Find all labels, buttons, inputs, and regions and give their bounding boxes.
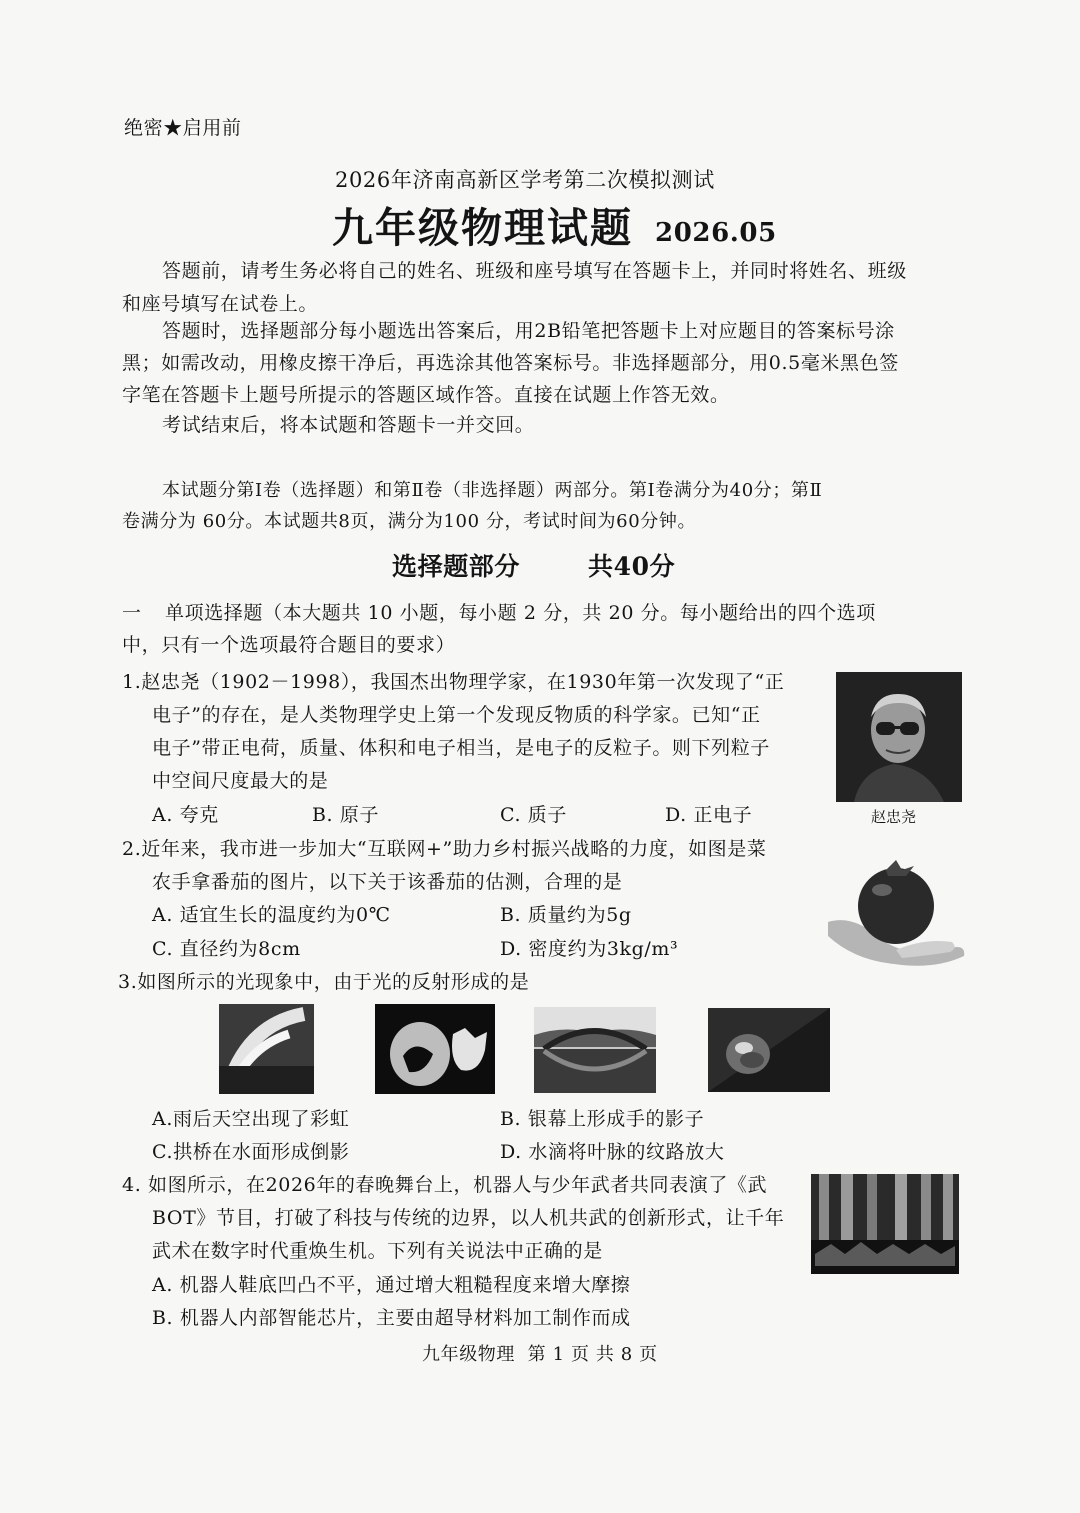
question-3-option-a: A.雨后天空出现了彩虹 xyxy=(152,1108,350,1130)
instruction-line: 字笔在答题卡上题号所提示的答题区域作答。直接在试题上作答无效。 xyxy=(122,384,730,406)
question-2-stem: 农手拿番茄的图片，以下关于该番茄的估测，合理的是 xyxy=(152,871,623,893)
question-1-stem: 电子”的存在，是人类物理学史上第一个发现反物质的科学家。已知“正 xyxy=(152,704,761,726)
question-2-option-a: A. 适宜生长的温度约为0℃ xyxy=(152,904,391,926)
section-title: 选择题部分 xyxy=(392,552,521,581)
question-4-option-a: A. 机器人鞋底凹凸不平，通过增大粗糙程度来增大摩擦 xyxy=(152,1274,631,1296)
exam-date: 2026.05 xyxy=(655,218,777,248)
question-3-option-d: D. 水滴将叶脉的纹路放大 xyxy=(500,1141,725,1163)
instruction-line: 考试结束后，将本试题和答题卡一并交回。 xyxy=(162,414,535,436)
stage-photo xyxy=(811,1174,959,1274)
question-4-stem: 武术在数字时代重焕生机。下列有关说法中正确的是 xyxy=(152,1240,603,1262)
overview-line: 卷满分为 60分。本试题共8页，满分为100 分，考试时间为60分钟。 xyxy=(122,511,697,532)
question-1-option-a: A. 夸克 xyxy=(152,804,219,826)
page-title: 九年级物理试题 xyxy=(332,204,633,252)
instruction-line: 答题前，请考生务必将自己的姓名、班级和座号填写在答题卡上，并同时将姓名、班级 xyxy=(162,260,907,282)
section-score: 共40分 xyxy=(588,552,676,581)
overview-line: 本试题分第Ⅰ卷（选择题）和第Ⅱ卷（非选择题）两部分。第Ⅰ卷满分为40分；第Ⅱ xyxy=(162,480,823,501)
question-4-option-b: B. 机器人内部智能芯片，主要由超导材料加工制作而成 xyxy=(152,1307,631,1329)
confidential-mark: 绝密★启用前 xyxy=(124,117,242,139)
portrait-caption: 赵忠尧 xyxy=(871,808,917,826)
part-number: 一 xyxy=(122,602,142,624)
question-1-stem: 中空间尺度最大的是 xyxy=(152,770,329,792)
question-3-stem: 3.如图所示的光现象中，由于光的反射形成的是 xyxy=(118,971,530,993)
question-1-stem: 电子”带正电荷，质量、体积和电子相当，是电子的反粒子。则下列粒子 xyxy=(152,737,770,759)
question-1-option-b: B. 原子 xyxy=(312,804,380,826)
shadow-photo xyxy=(375,1004,495,1094)
question-4-stem: BOT》节目，打破了科技与传统的边界，以人机共武的创新形式，让千年 xyxy=(152,1207,785,1229)
rainbow-photo xyxy=(219,1004,314,1094)
bridge-photo xyxy=(534,1007,656,1093)
part-description: 单项选择题（本大题共 10 小题，每小题 2 分，共 20 分。每小题给出的四个选项 xyxy=(165,602,876,624)
question-3-option-b: B. 银幕上形成手的影子 xyxy=(500,1108,705,1130)
portrait-photo xyxy=(836,672,962,802)
question-2-option-c: C. 直径约为8cm xyxy=(152,938,301,960)
exam-subtitle: 2026年济南高新区学考第二次模拟测试 xyxy=(335,168,715,192)
instruction-line: 和座号填写在试卷上。 xyxy=(122,293,319,315)
part-description: 中，只有一个选项最符合题目的要求） xyxy=(122,634,456,656)
instruction-line: 答题时，选择题部分每小题选出答案后，用2B铅笔把答题卡上对应题目的答案标号涂 xyxy=(162,320,895,342)
question-1-option-d: D. 正电子 xyxy=(665,804,753,826)
instruction-line: 黑；如需改动，用橡皮擦干净后，再选涂其他答案标号。非选择题部分，用0.5毫米黑色签 xyxy=(122,352,899,374)
page-footer: 九年级物理 第 1 页 共 8 页 xyxy=(422,1344,658,1365)
question-3-option-c: C.拱桥在水面形成倒影 xyxy=(152,1141,350,1163)
question-2-stem: 2.近年来，我市进一步加大“互联网+”助力乡村振兴战略的力度，如图是菜 xyxy=(122,838,767,860)
tomato-photo xyxy=(824,852,966,966)
question-4-stem: 4. 如图所示，在2026年的春晚舞台上，机器人与少年武者共同表演了《武 xyxy=(122,1174,768,1196)
waterdrop-photo xyxy=(708,1008,830,1092)
question-2-option-d: D. 密度约为3kg/m³ xyxy=(500,938,679,960)
question-1-stem: 1.赵忠尧（1902－1998），我国杰出物理学家，在1930年第一次发现了“正 xyxy=(122,671,785,693)
question-2-option-b: B. 质量约为5g xyxy=(500,904,632,926)
question-1-option-c: C. 质子 xyxy=(500,804,567,826)
